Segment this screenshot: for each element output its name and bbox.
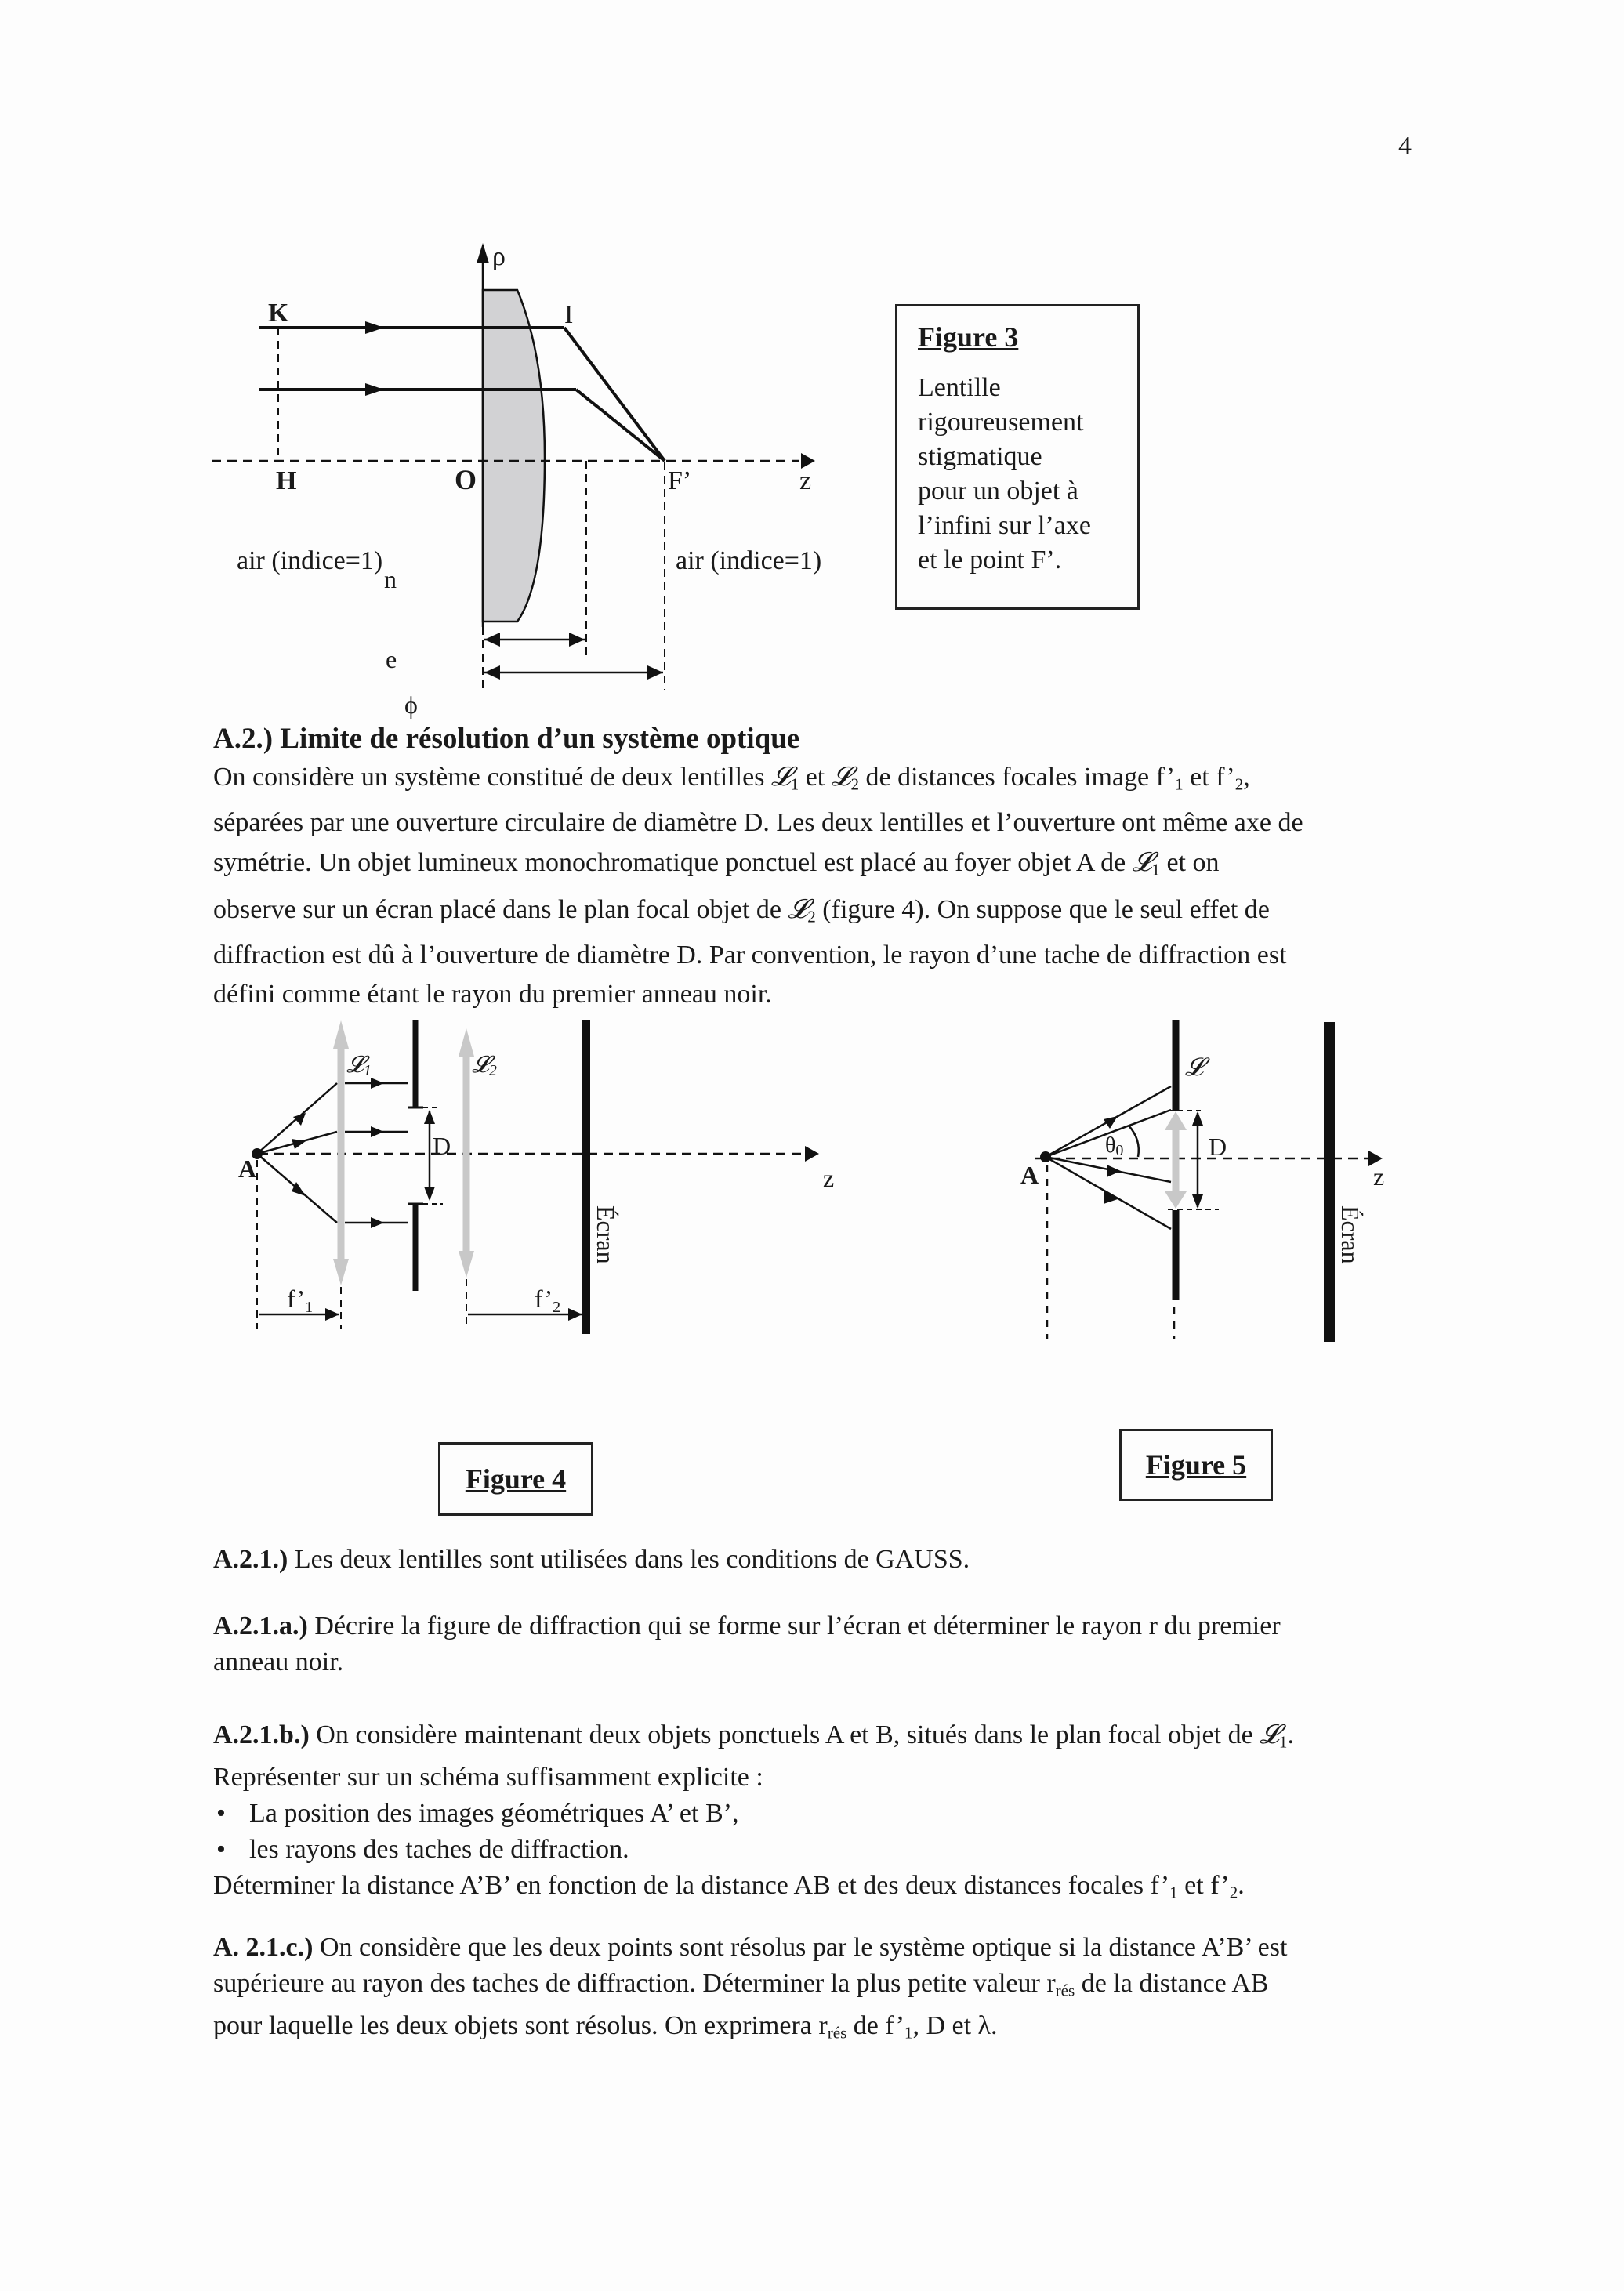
bullet-list [213, 1796, 1294, 1868]
figure-5-title: Figure 5 [1145, 1449, 1247, 1481]
list-item: • La position des images géométriques A’ et B’, [213, 1796, 1294, 1832]
figure-4-title: Figure 4 [465, 1463, 567, 1495]
intro-line-6: défini comme étant le rayon du premier anneau noir. [213, 979, 772, 1009]
theta-arc [1129, 1126, 1139, 1157]
label-L: 𝓛 [1185, 1053, 1204, 1081]
rho-axis-arrowhead-icon [477, 243, 489, 263]
label-K: K [268, 299, 289, 328]
figure-3-diagram [0, 0, 886, 721]
label-screen: Écran [1336, 1205, 1365, 1264]
label-n: n [384, 565, 397, 593]
label-theta0: θ0 [1105, 1133, 1124, 1159]
question-A21c: A. 2.1.c.) On considère que les deux points sont résolus par le système optique si la distance A’B’ est supérieure au rayon des taches de diffraction. Déterminer la plus petite valeur $r_{rés}$ de la distance AB pour laquelle les deux objets sont résolus. On exprimera $r_{rés}$ de $f’_1$, D et λ. [213, 1933, 1288, 2043]
label-O: O [455, 464, 477, 495]
label-H: H [276, 466, 297, 495]
question-number: A.2.1.b.) [213, 1720, 310, 1749]
question-A21: A.2.1.) Les deux lentilles sont utilisées dans les conditions de GAUSS. [213, 1545, 970, 1574]
label-z: z [799, 466, 812, 495]
figure-5-caption-box [1119, 1429, 1273, 1501]
label-F-prime: F’ [668, 466, 692, 495]
label-z: z [1373, 1162, 1385, 1191]
intro-line-3: symétrie. Un objet lumineux monochromatique ponctuel est placé au foyer objet A de 𝓛$_1$ et on [213, 846, 1220, 879]
figure-4-caption-box [438, 1442, 593, 1516]
label-screen: Écran [592, 1205, 620, 1264]
question-A21b: A.2.1.b.) On considère maintenant deux objets ponctuels A et B, situés dans le plan focal objet de 𝓛$_1$. Représenter sur un schéma suffisamment explicite : • La position des images géométriques A’ et B’, • les rayons des taches de diffraction. Déterminer la distance A’B’ en fonction de la distance AB et des deux distances focales $f’_1$ et $f’_2$. [213, 1716, 1294, 1911]
figure-3-caption-box [895, 304, 1140, 610]
label-f2: f’2 [535, 1285, 561, 1316]
question-number: A. 2.1.c.) [213, 1933, 314, 1962]
figure-5-diagram [1003, 1011, 1411, 1426]
figure-3-description: Lentille rigoureusement stigmatique pour un objet à l’infini sur l’axe et le point F’. [918, 373, 1091, 575]
label-D: D [1209, 1133, 1227, 1161]
ray-upper-arrow-icon [365, 321, 384, 334]
figure-3-title: Figure 3 [918, 321, 1019, 353]
label-air-right: air (indice=1) [676, 546, 822, 575]
fig4-z-arrowhead-icon [805, 1146, 819, 1162]
label-I: I [564, 300, 574, 329]
label-rho: ρ [492, 242, 506, 271]
page-number: 4 [1398, 132, 1412, 161]
label-A: A [1020, 1161, 1039, 1189]
ray-lower-arrow-icon [365, 383, 384, 396]
section-A2-intro [213, 757, 1452, 1014]
intro-line-4: observe sur un écran placé dans le plan focal objet de 𝓛$_2$ (figure 4). On suppose que le seul effet de [213, 893, 1270, 926]
plano-convex-lens [483, 290, 545, 622]
label-e: e [386, 645, 397, 673]
label-A: A [238, 1155, 257, 1183]
label-air-left: air (indice=1) [237, 546, 383, 575]
section-heading-A2: A.2.) Limite de résolution d’un système optique [213, 723, 800, 755]
intro-line-1: On considère un système constitué de deux lentilles 𝓛$_1$ et 𝓛$_2$ de distances focales image $f’_1$ et $f’_2$, [213, 761, 1250, 794]
question-number: A.2.1.) [213, 1545, 288, 1574]
label-z: z [823, 1164, 835, 1192]
label-D: D [433, 1132, 451, 1160]
question-A21a: A.2.1.a.) Décrire la figure de diffraction qui se forme sur l’écran et déterminer le rayon r du premier anneau noir. [213, 1611, 1281, 1677]
refracted-ray-upper [564, 328, 665, 461]
intro-line-5: diffraction est dû à l’ouverture de diamètre D. Par convention, le rayon d’une tache de diffraction est [213, 940, 1287, 970]
intro-line-2: séparées par une ouverture circulaire de diamètre D. Les deux lentilles et l’ouverture ont même axe de [213, 808, 1303, 838]
list-item: • les rayons des taches de diffraction. [213, 1832, 1294, 1868]
label-phi: ϕ [404, 691, 418, 719]
question-number: A.2.1.a.) [213, 1611, 308, 1640]
label-f1: f’1 [287, 1285, 314, 1316]
label-L2: 𝓛2 [472, 1052, 497, 1079]
figure-4-diagram [227, 1011, 854, 1434]
label-L1: 𝓛1 [346, 1052, 372, 1079]
